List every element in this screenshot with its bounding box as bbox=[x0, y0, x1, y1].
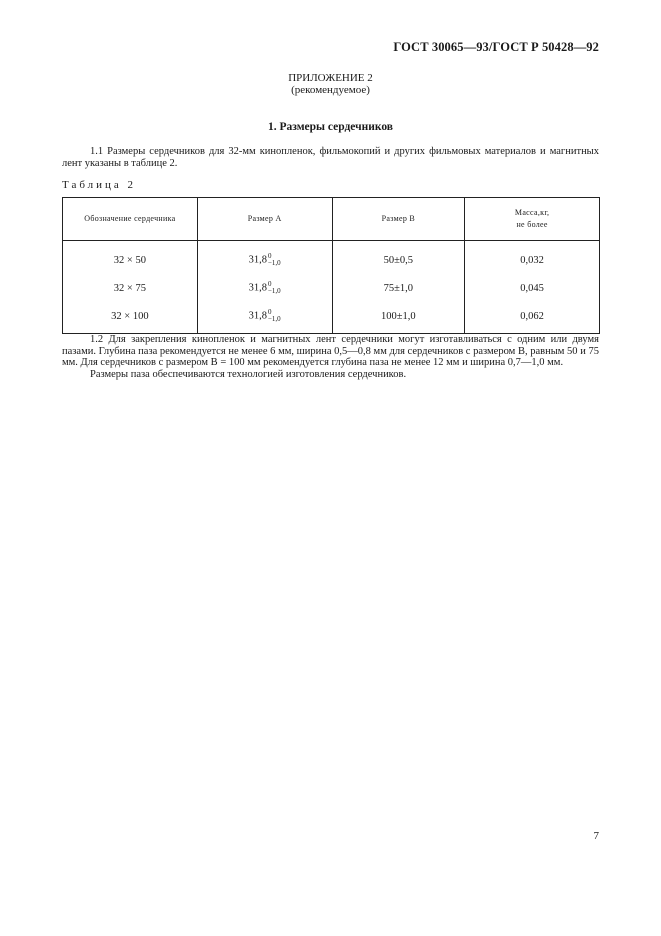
cell-size-a bbox=[197, 241, 332, 275]
appendix-subtitle: (рекомендуемое) bbox=[291, 84, 370, 96]
tol-lower: −1,0 bbox=[267, 315, 281, 323]
size-a-value: 31,8 bbox=[248, 254, 267, 266]
cell-size-b: 75±1,0 bbox=[332, 274, 465, 302]
size-a-value: 31,8 bbox=[248, 282, 267, 294]
cell-designation: 32 × 50 bbox=[63, 241, 198, 275]
tol-upper: 0 bbox=[267, 280, 272, 288]
tol-upper: 0 bbox=[267, 252, 272, 260]
header-mass-line2: не более bbox=[516, 220, 548, 229]
cell-size-a bbox=[197, 302, 332, 334]
section-title: 1. Размеры сердечников bbox=[267, 121, 394, 133]
table-row bbox=[63, 241, 600, 275]
cell-mass: 0,062 bbox=[465, 302, 600, 334]
cell-size-b: 100±1,0 bbox=[332, 302, 465, 334]
table-caption: Таблица 2 bbox=[62, 179, 137, 191]
header-mass bbox=[465, 198, 600, 241]
table-header-row bbox=[63, 198, 600, 241]
cell-designation: 32 × 75 bbox=[63, 274, 198, 302]
standard-header: ГОСТ 30065—93/ГОСТ Р 50428—92 bbox=[393, 40, 599, 54]
size-a-tolerance bbox=[268, 281, 281, 295]
cell-mass: 0,032 bbox=[465, 241, 600, 275]
size-a-tolerance bbox=[268, 253, 281, 267]
table-row bbox=[63, 302, 600, 334]
size-a-tolerance bbox=[268, 309, 281, 323]
cell-size-a bbox=[197, 274, 332, 302]
paragraph-final-text: Размеры паза обеспечиваются технологией изготовления сердечников. bbox=[90, 368, 407, 380]
header-size-a: Размер A bbox=[197, 198, 332, 241]
table-row bbox=[63, 274, 600, 302]
tol-upper: 0 bbox=[267, 308, 272, 316]
page-number: 7 bbox=[593, 830, 599, 842]
cell-size-b: 50±0,5 bbox=[332, 241, 465, 275]
table-2 bbox=[62, 197, 600, 334]
appendix-title: ПРИЛОЖЕНИЕ 2 bbox=[288, 72, 373, 84]
paragraph-1-1 bbox=[62, 146, 599, 169]
paragraph-1-1-text: 1.1 Размеры сердечников для 32-мм кинопленок, фильмокопий и других фильмовых материалов и магнитных лент указаны в таблице 2. bbox=[62, 146, 599, 169]
tol-lower: −1,0 bbox=[267, 259, 281, 267]
header-designation: Обозначение сердечника bbox=[63, 198, 198, 241]
appendix-heading bbox=[0, 72, 661, 96]
paragraph-1-2-text: 1.2 Для закрепления кинопленок и магнитных лент сердечники могут изготавливаться с одним или двумя пазами. Глубина паза рекомендуется не менее 6 мм, ширина 0,5—0,8 мм для сердечников с размером B, равным 50 и 75 мм. Для сердечников с размером B = 100 мм рекомендуется глубина паза не менее 12 мм и ширина 0,7—1,0 мм. bbox=[62, 334, 599, 368]
tol-lower: −1,0 bbox=[267, 287, 281, 295]
cell-designation: 32 × 100 bbox=[63, 302, 198, 334]
size-a-value: 31,8 bbox=[248, 310, 267, 322]
header-size-b: Размер B bbox=[332, 198, 465, 241]
cell-mass: 0,045 bbox=[465, 274, 600, 302]
paragraph-1-2 bbox=[62, 334, 599, 380]
header-mass-line1: Масса,кг, bbox=[514, 208, 550, 217]
